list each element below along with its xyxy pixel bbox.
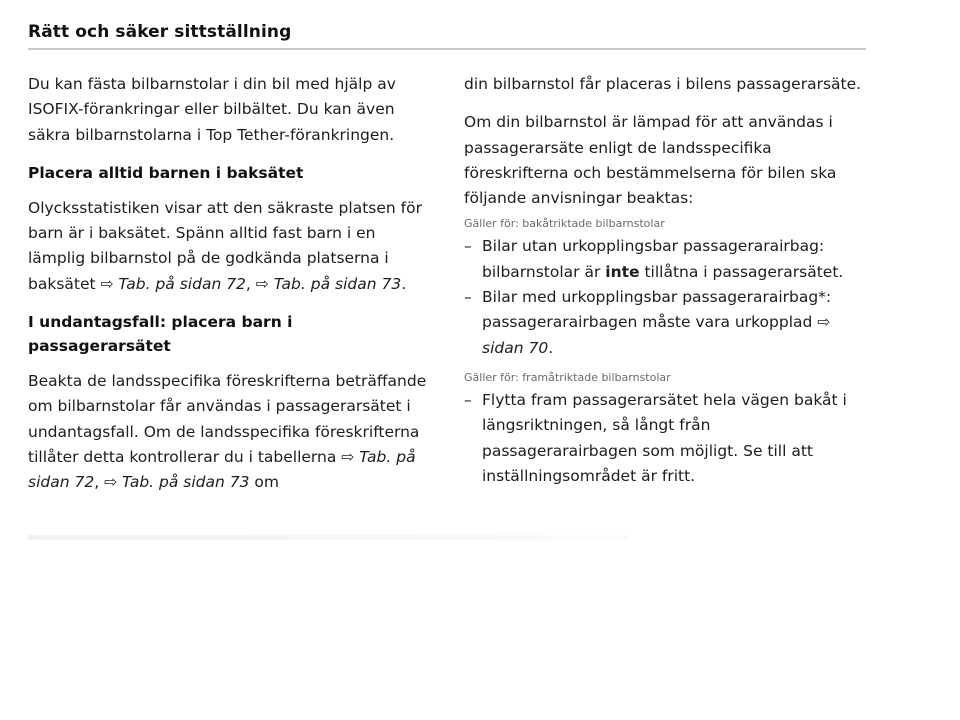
reference-link[interactable]: ⇨ Tab. på sidan 72 (100, 274, 246, 293)
list-item: – Flytta fram passagerarsätet hela vägen bakåt i längsriktningen, så långt från passagerarairbagen som möjligt. Se till att inställningsområdet är fritt. (464, 388, 868, 489)
heading-passenger-seat: I undantagsfall: placera barn i passagerarsätet (28, 313, 293, 356)
list-item-text: Bilar utan urkopplingsbar passagerarairbag: bilbarnstolar är (482, 237, 825, 281)
section-title: Rätt och säker sittställning (28, 22, 292, 42)
forward-facing-list (464, 388, 868, 489)
rear-facing-list (464, 234, 868, 360)
applies-to-label-rear-facing: Gäller för: bakåtriktade bilbarnstolar (464, 217, 665, 231)
sentence-continuation: om (249, 473, 279, 492)
paragraph-back-seat-text: Olycksstatistiken visar att den säkraste platsen för barn är i baksätet. Spänn alltid fast barn i en lämplig bilbarnstol på de godkända platserna i baksätet (28, 198, 422, 293)
faded-divider (28, 535, 628, 540)
section-header (28, 20, 866, 50)
emphasis-text: inte (605, 262, 640, 281)
list-item (464, 234, 868, 285)
list-item-text: tillåtna i passagerarsätet. (639, 262, 844, 281)
instructions-paragraph: Om din bilbarnstol är lämpad för att användas i passagerarsäte enligt de landsspecifika föreskrifterna och bestämmelserna för bilen ska följande anvisningar beaktas: (464, 113, 837, 208)
sentence-end: . (548, 338, 554, 357)
separator: , (94, 473, 105, 492)
paragraph-passenger-seat-text: Beakta de landsspecifika föreskrifterna beträffande om bilbarnstolar får användas i passagerarsätet i undantagsfall. Om de landsspecifika föreskrifterna tillåter detta kontrollerar du i tabellerna (28, 372, 427, 466)
reference-link[interactable]: ⇨ sidan 70 (482, 313, 831, 357)
sentence-end: . (401, 274, 407, 293)
paragraph-passenger-seat (28, 369, 428, 495)
list-item (464, 285, 868, 361)
continued-paragraph: din bilbarnstol får placeras i bilens passagerarsäte. (464, 75, 862, 93)
list-item-text: Bilar med urkopplingsbar passagerarairbag*: passagerarairbagen måste vara urkopplad (482, 288, 832, 332)
paragraph-back-seat (28, 196, 428, 297)
separator: , (245, 274, 256, 293)
left-column (28, 72, 428, 509)
reference-link[interactable]: ⇨ Tab. på sidan 73 (255, 274, 402, 293)
reference-link[interactable]: ⇨ Tab. på sidan 72 (28, 447, 416, 492)
applies-to-label-forward-facing: Gäller för: framåtriktade bilbarnstolar (464, 370, 671, 384)
intro-paragraph: Du kan fästa bilbarnstolar i din bil med hjälp av ISOFIX-förankringar eller bilbältet. Du kan även säkra bilbarnstolarna i Top Tether-förankringen. (28, 75, 396, 144)
heading-back-seat: Placera alltid barnen i baksätet (28, 163, 304, 182)
reference-link[interactable]: ⇨ Tab. på sidan 73 (104, 473, 250, 492)
right-column (464, 72, 868, 497)
